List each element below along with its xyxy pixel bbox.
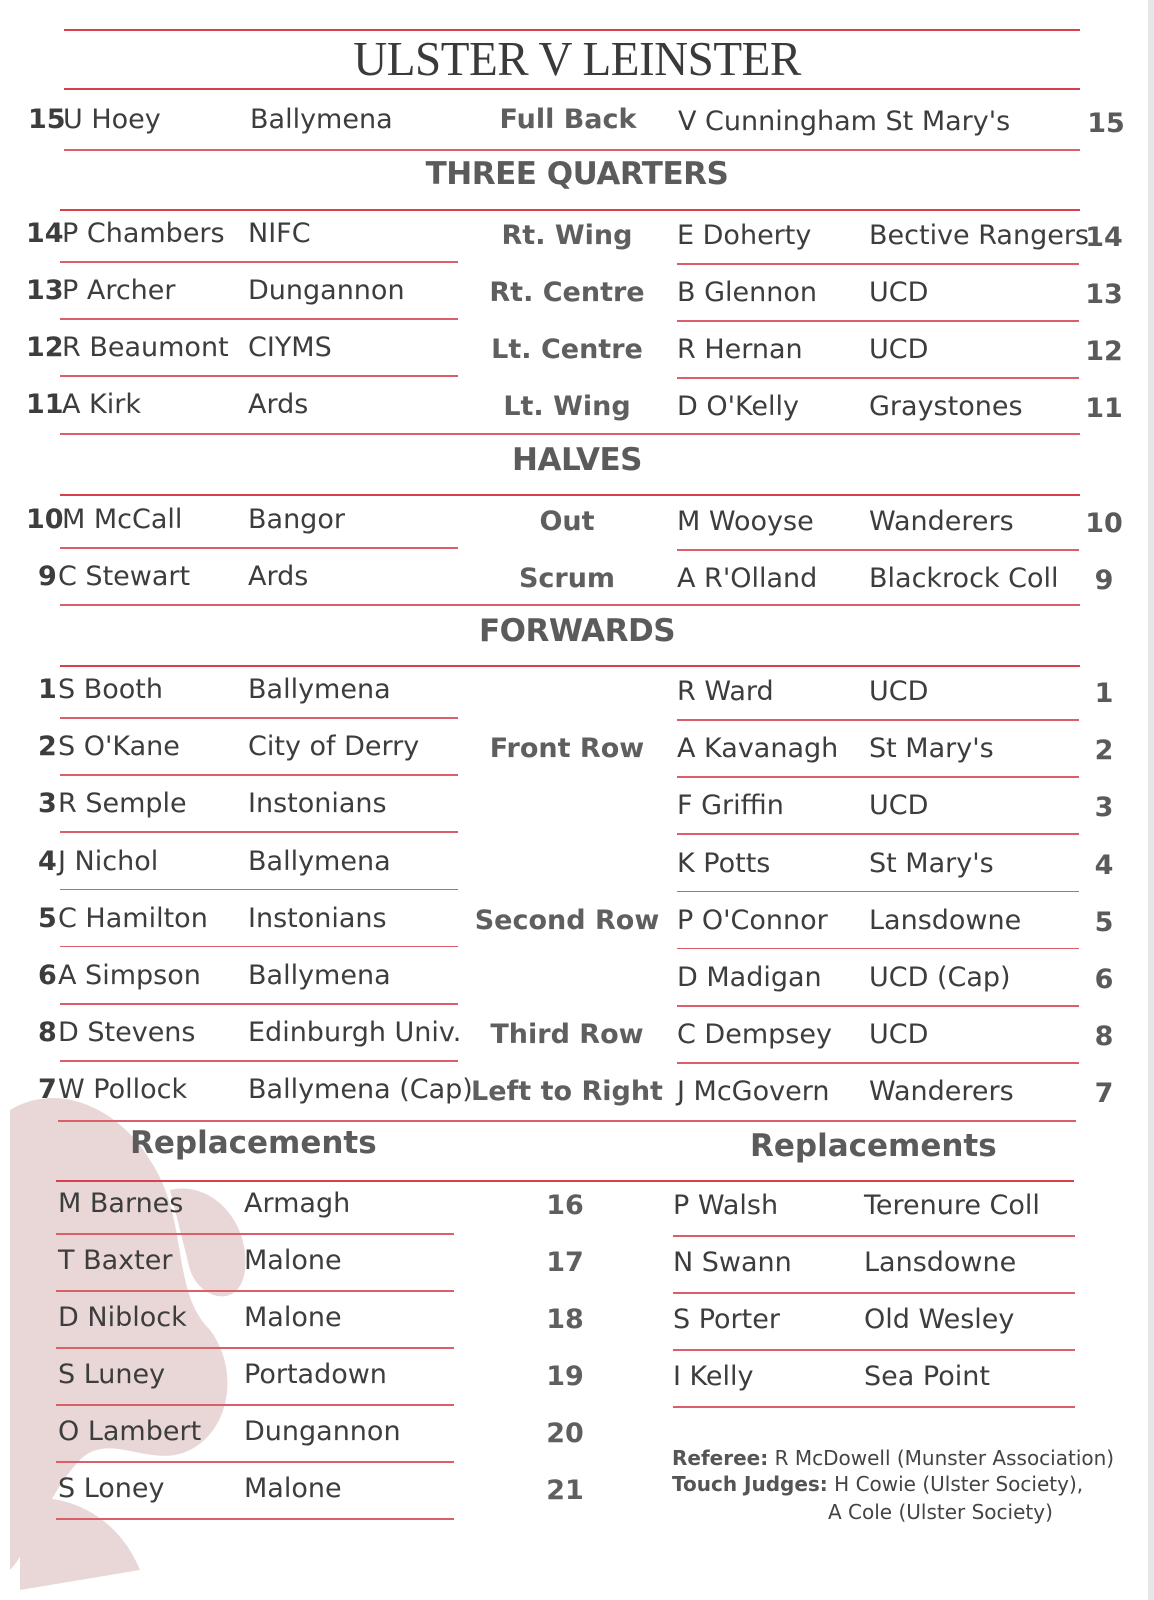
row-divider	[673, 1406, 1075, 1408]
left-number: 4	[38, 845, 57, 877]
row-divider	[677, 1062, 1079, 1064]
left-player: S Booth	[58, 674, 163, 705]
left-player: C Stewart	[58, 561, 191, 592]
right-player: I Kelly	[673, 1361, 754, 1392]
row-divider	[677, 263, 1079, 265]
left-club: Dungannon	[244, 1416, 401, 1447]
right-player: E Doherty	[677, 220, 812, 251]
right-number: 8	[1094, 1021, 1114, 1053]
right-number: 6	[1094, 964, 1114, 995]
row-divider	[56, 1347, 454, 1349]
right-player: B Glennon	[677, 277, 817, 308]
left-club: Malone	[244, 1302, 342, 1333]
section-heading-forwards: FORWARDS	[478, 613, 676, 649]
left-player: C Hamilton	[58, 902, 208, 934]
left-player: W Pollock	[58, 1074, 188, 1106]
left-player: S O'Kane	[58, 731, 180, 763]
left-player: D Stevens	[58, 1017, 196, 1049]
left-player: T Baxter	[58, 1245, 173, 1276]
row-divider	[673, 1235, 1075, 1237]
left-club: Armagh	[244, 1188, 351, 1219]
replacement-number: 21	[546, 1475, 584, 1506]
replacements-heading-right: Replacements	[750, 1128, 997, 1164]
right-player: A R'Olland	[677, 563, 818, 594]
right-player: R Hernan	[677, 334, 803, 365]
row-divider	[60, 889, 458, 891]
left-club: Ballymena	[248, 960, 391, 991]
right-number: 9	[1094, 565, 1114, 596]
right-club: UCD	[869, 1019, 929, 1051]
row-divider	[677, 320, 1079, 322]
left-club: CIYMS	[248, 332, 332, 363]
right-player: A Kavanagh	[677, 733, 839, 765]
left-player: A Kirk	[62, 389, 141, 420]
left-club: NIFC	[248, 218, 311, 249]
right-club: St Mary's	[869, 733, 994, 765]
left-player: J Nichol	[58, 845, 159, 877]
left-number: 11	[26, 389, 64, 420]
left-number: 9	[38, 561, 57, 592]
right-number: 1	[1094, 678, 1114, 709]
right-player: R Ward	[677, 676, 774, 707]
row-divider	[60, 774, 458, 776]
left-club: Ballymena	[248, 845, 391, 877]
row-divider	[677, 549, 1079, 551]
section-rule	[60, 209, 1080, 211]
right-number: 7	[1094, 1078, 1114, 1110]
position-label: Front Row	[489, 733, 645, 765]
left-club: Malone	[244, 1473, 342, 1504]
replacement-number: 17	[546, 1247, 584, 1278]
left-player: A Simpson	[58, 960, 201, 991]
right-club: Lansdowne	[869, 904, 1022, 936]
replacement-number: 16	[546, 1190, 584, 1221]
right-player: F Griffin	[677, 790, 784, 822]
replacement-number: 19	[546, 1361, 584, 1392]
right-club: St Mary's	[869, 847, 994, 879]
right-number: 2	[1094, 735, 1114, 767]
left-club: Dungannon	[248, 275, 405, 306]
replacement-number: 18	[546, 1304, 584, 1335]
replacements-heading-left: Replacements	[130, 1125, 377, 1161]
section-rule	[60, 665, 1080, 667]
right-club: Sea Point	[864, 1361, 990, 1392]
right-club: Terenure Coll	[864, 1190, 1040, 1221]
right-club: UCD	[869, 334, 929, 365]
row-divider	[677, 1005, 1079, 1007]
left-number: 2	[38, 731, 57, 763]
right-player: J McGovern	[677, 1076, 830, 1108]
left-player: U Hoey	[63, 104, 161, 135]
right-club: UCD	[869, 790, 929, 822]
right-number: 10	[1085, 508, 1123, 539]
row-divider	[60, 1060, 458, 1062]
left-club: Instonians	[248, 902, 387, 934]
right-player: P O'Connor	[677, 904, 828, 936]
position-label: Lt. Centre	[491, 334, 643, 365]
left-player: O Lambert	[58, 1416, 202, 1447]
left-club: Portadown	[244, 1359, 387, 1390]
row-divider	[60, 946, 458, 948]
right-club: Wanderers	[869, 1076, 1014, 1108]
left-player: R Beaumont	[62, 332, 229, 363]
left-number: 5	[38, 902, 57, 934]
left-player: R Semple	[58, 788, 187, 820]
section-rule	[60, 494, 1080, 496]
row-divider	[56, 1461, 454, 1463]
right-player: S Porter	[673, 1304, 780, 1335]
right-player: M Wooyse	[677, 506, 814, 537]
right-club: Graystones	[869, 391, 1023, 422]
row-divider	[60, 547, 458, 549]
touch-judge-2: A Cole (Ulster Society)	[828, 1500, 1053, 1524]
right-number: 15	[1087, 108, 1125, 139]
row-divider	[64, 149, 1080, 151]
touch-judges-line	[672, 1471, 1083, 1497]
left-number: 10	[26, 504, 64, 535]
left-player: M McCall	[62, 504, 183, 535]
row-divider	[677, 719, 1079, 721]
right-number: 4	[1094, 849, 1114, 881]
touch-judges-label: Touch Judges:	[672, 1472, 828, 1496]
left-club: Edinburgh Univ.	[248, 1017, 462, 1049]
row-divider	[60, 433, 1080, 435]
position-label: Rt. Centre	[489, 277, 645, 308]
position-label: Scrum	[518, 563, 616, 594]
row-divider	[677, 833, 1079, 835]
referee-label: Referee:	[672, 1446, 769, 1470]
right-club: Blackrock Coll	[869, 563, 1059, 594]
left-club: Ballymena (Cap)	[248, 1074, 473, 1106]
left-player: P Chambers	[62, 218, 225, 249]
left-number: 1	[38, 674, 57, 705]
left-player: M Barnes	[58, 1188, 184, 1219]
left-club: Instonians	[248, 788, 387, 820]
right-number: 11	[1085, 393, 1123, 424]
row-divider	[677, 891, 1079, 893]
row-divider	[677, 776, 1079, 778]
row-divider	[677, 377, 1079, 379]
right-player: N Swann	[673, 1247, 792, 1278]
left-player: D Niblock	[58, 1302, 187, 1333]
right-club: Wanderers	[869, 506, 1014, 537]
page-title: ULSTER V LEINSTER	[353, 31, 801, 86]
position-label: Third Row	[490, 1019, 644, 1051]
left-club: Ballymena	[248, 674, 391, 705]
right-player: K Potts	[677, 847, 771, 879]
right-player: D Madigan	[677, 962, 822, 993]
left-player: S Loney	[58, 1473, 165, 1504]
right-club: UCD (Cap)	[869, 962, 1011, 993]
right-club: Bective Rangers	[869, 220, 1089, 251]
replacement-number: 20	[546, 1418, 584, 1449]
right-number: 14	[1085, 222, 1123, 253]
left-number: 14	[26, 218, 64, 249]
section-heading-halves: HALVES	[512, 442, 642, 478]
row-divider	[60, 717, 458, 719]
position-label: Out	[539, 506, 595, 537]
left-club: Ards	[248, 561, 309, 592]
left-club: Ballymena	[250, 104, 393, 135]
left-number: 12	[26, 332, 64, 363]
row-divider	[673, 1349, 1075, 1351]
right-player: V Cunningham St Mary's	[678, 106, 1011, 137]
right-number: 13	[1085, 279, 1123, 310]
touch-judge-1: H Cowie (Ulster Society),	[834, 1472, 1084, 1496]
row-divider	[677, 948, 1079, 950]
left-club: Ards	[248, 389, 309, 420]
row-divider	[56, 1290, 454, 1292]
title-rule-bottom	[64, 88, 1080, 90]
row-divider	[56, 1518, 454, 1520]
row-divider	[60, 375, 458, 377]
left-number: 7	[38, 1074, 57, 1106]
right-club: Lansdowne	[864, 1247, 1017, 1278]
position-label: Left to Right	[471, 1076, 663, 1108]
position-label: Second Row	[474, 904, 660, 936]
referee-name: R McDowell (Munster Association)	[774, 1446, 1115, 1470]
position-label: Rt. Wing	[501, 220, 633, 251]
right-club: UCD	[869, 676, 929, 707]
page-edge	[1148, 0, 1154, 1600]
left-player: P Archer	[62, 275, 176, 306]
left-number: 6	[38, 960, 57, 991]
left-club: Bangor	[248, 504, 345, 535]
referee-line	[672, 1445, 1114, 1471]
left-club: City of Derry	[248, 731, 420, 763]
row-divider	[56, 1233, 454, 1235]
left-number: 3	[38, 788, 57, 820]
row-divider	[60, 261, 458, 263]
row-divider	[60, 1003, 458, 1005]
right-player: C Dempsey	[677, 1019, 832, 1051]
right-player: D O'Kelly	[677, 391, 800, 422]
left-number: 15	[28, 104, 66, 135]
row-divider	[56, 1404, 454, 1406]
right-number: 5	[1094, 906, 1114, 938]
left-club: Malone	[244, 1245, 342, 1276]
left-player: S Luney	[58, 1359, 166, 1390]
position-label: Lt. Wing	[503, 391, 631, 422]
section-heading-three-quarters: THREE QUARTERS	[425, 156, 729, 192]
row-divider	[58, 1120, 1076, 1122]
right-number: 3	[1094, 792, 1114, 824]
right-club: UCD	[869, 277, 929, 308]
row-divider	[60, 318, 458, 320]
section-rule	[56, 1180, 1074, 1182]
row-divider	[60, 831, 458, 833]
row-divider	[60, 604, 1080, 606]
right-number: 12	[1085, 336, 1123, 367]
left-number: 13	[26, 275, 64, 306]
position-label: Full Back	[499, 104, 637, 135]
row-divider	[673, 1292, 1075, 1294]
right-player: P Walsh	[673, 1190, 779, 1221]
right-club: Old Wesley	[864, 1304, 1015, 1335]
left-number: 8	[38, 1017, 57, 1049]
